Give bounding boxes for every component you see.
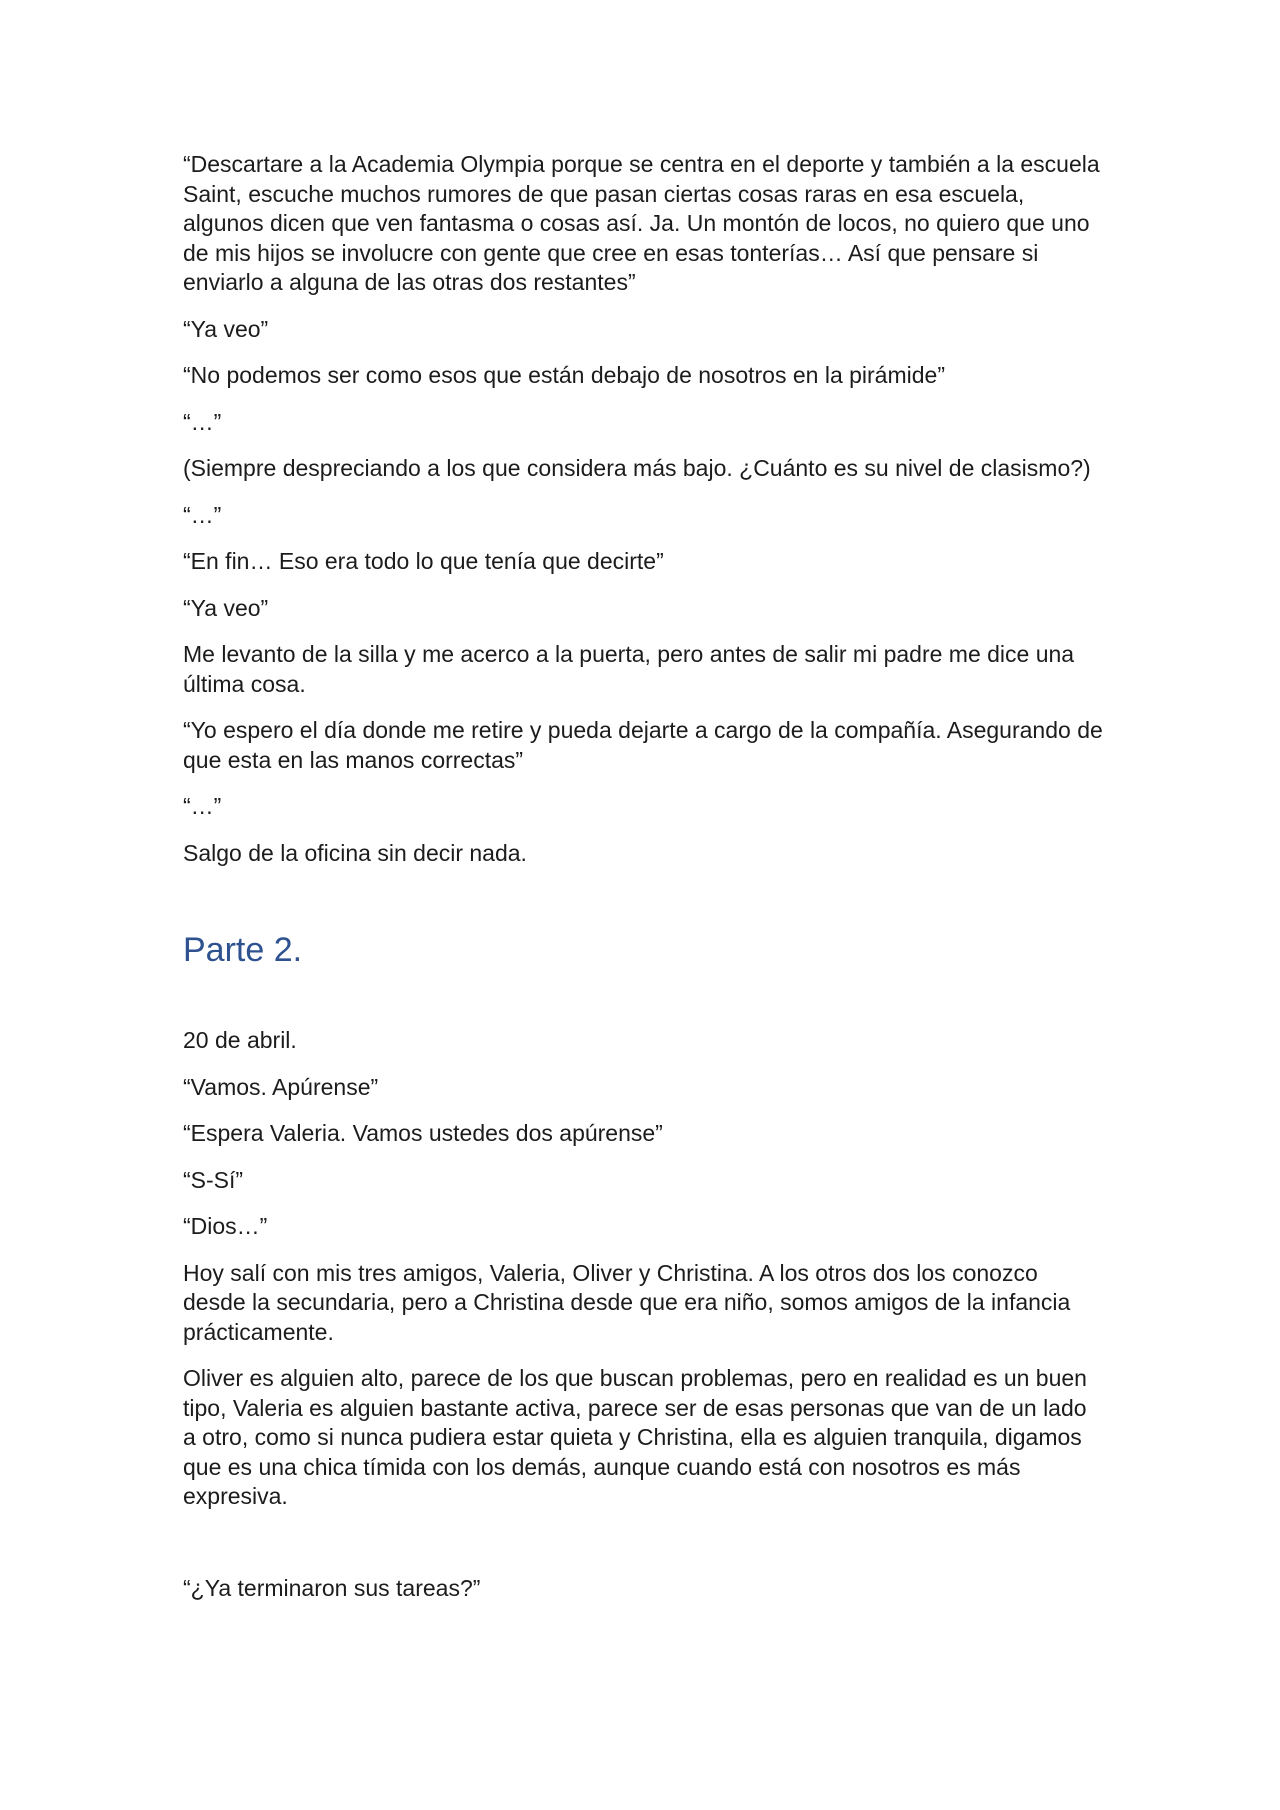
paragraph: “Yo espero el día donde me retire y pueda dejarte a cargo de la compañía. Asegurando de que esta en las manos correctas” (183, 717, 1103, 773)
paragraph: “Espera Valeria. Vamos ustedes dos apúrense” (183, 1120, 663, 1146)
document-body (183, 150, 1103, 1620)
paragraph: “Ya veo” (183, 315, 269, 342)
paragraph: 20 de abril. (183, 1027, 297, 1053)
paragraph: “S-Sí” (183, 1166, 244, 1193)
paragraph: Oliver es alguien alto, parece de los que buscan problemas, pero en realidad es un buen tipo, Valeria es alguien bastante activa, parece ser de esas personas que van de un lado a otro, como si nunca pudiera estar quieta y Christina, ella es alguien tranquila, digamos que es una chica tímida con los demás, aunque cuando está con nosotros es más expresiva. (183, 1365, 1087, 1509)
paragraph: “No podemos ser como esos que están debajo de nosotros en la pirámide” (183, 362, 945, 388)
paragraph: “Ya veo” (183, 594, 269, 621)
paragraph: Hoy salí con mis tres amigos, Valeria, Oliver y Christina. A los otros dos los conozco desde la secundaria, pero a Christina desde que era niño, somos amigos de la infancia prácticamente. (183, 1259, 1071, 1345)
paragraph: “En fin… Eso era todo lo que tenía que decirte” (183, 548, 664, 574)
paragraph: “Vamos. Apúrense” (183, 1073, 379, 1100)
paragraph: “…” (183, 501, 222, 528)
paragraph: (Siempre despreciando a los que considera más bajo. ¿Cuánto es su nivel de clasismo?) (183, 455, 1091, 481)
section-heading: Parte 2. (183, 931, 303, 969)
paragraph: “¿Ya terminaron sus tareas?” (183, 1574, 481, 1601)
paragraph: Salgo de la oficina sin decir nada. (183, 839, 527, 866)
paragraph: “Dios…” (183, 1213, 268, 1239)
paragraph: Me levanto de la silla y me acerco a la puerta, pero antes de salir mi padre me dice una última cosa. (183, 641, 1075, 697)
paragraph: “…” (183, 408, 222, 435)
paragraph: “…” (183, 793, 222, 819)
paragraph: “Descartare a la Academia Olympia porque se centra en el deporte y también a la escuela Saint, escuche muchos rumores de que pasan ciertas cosas raras en esa escuela, algunos dicen que ven fantasma o cosas así. Ja. Un montón de locos, no quiero que uno de mis hijos se involucre con gente que cree en esas tonterías… Así que pensare si enviarlo a alguna de las otras dos restantes” (183, 151, 1100, 295)
